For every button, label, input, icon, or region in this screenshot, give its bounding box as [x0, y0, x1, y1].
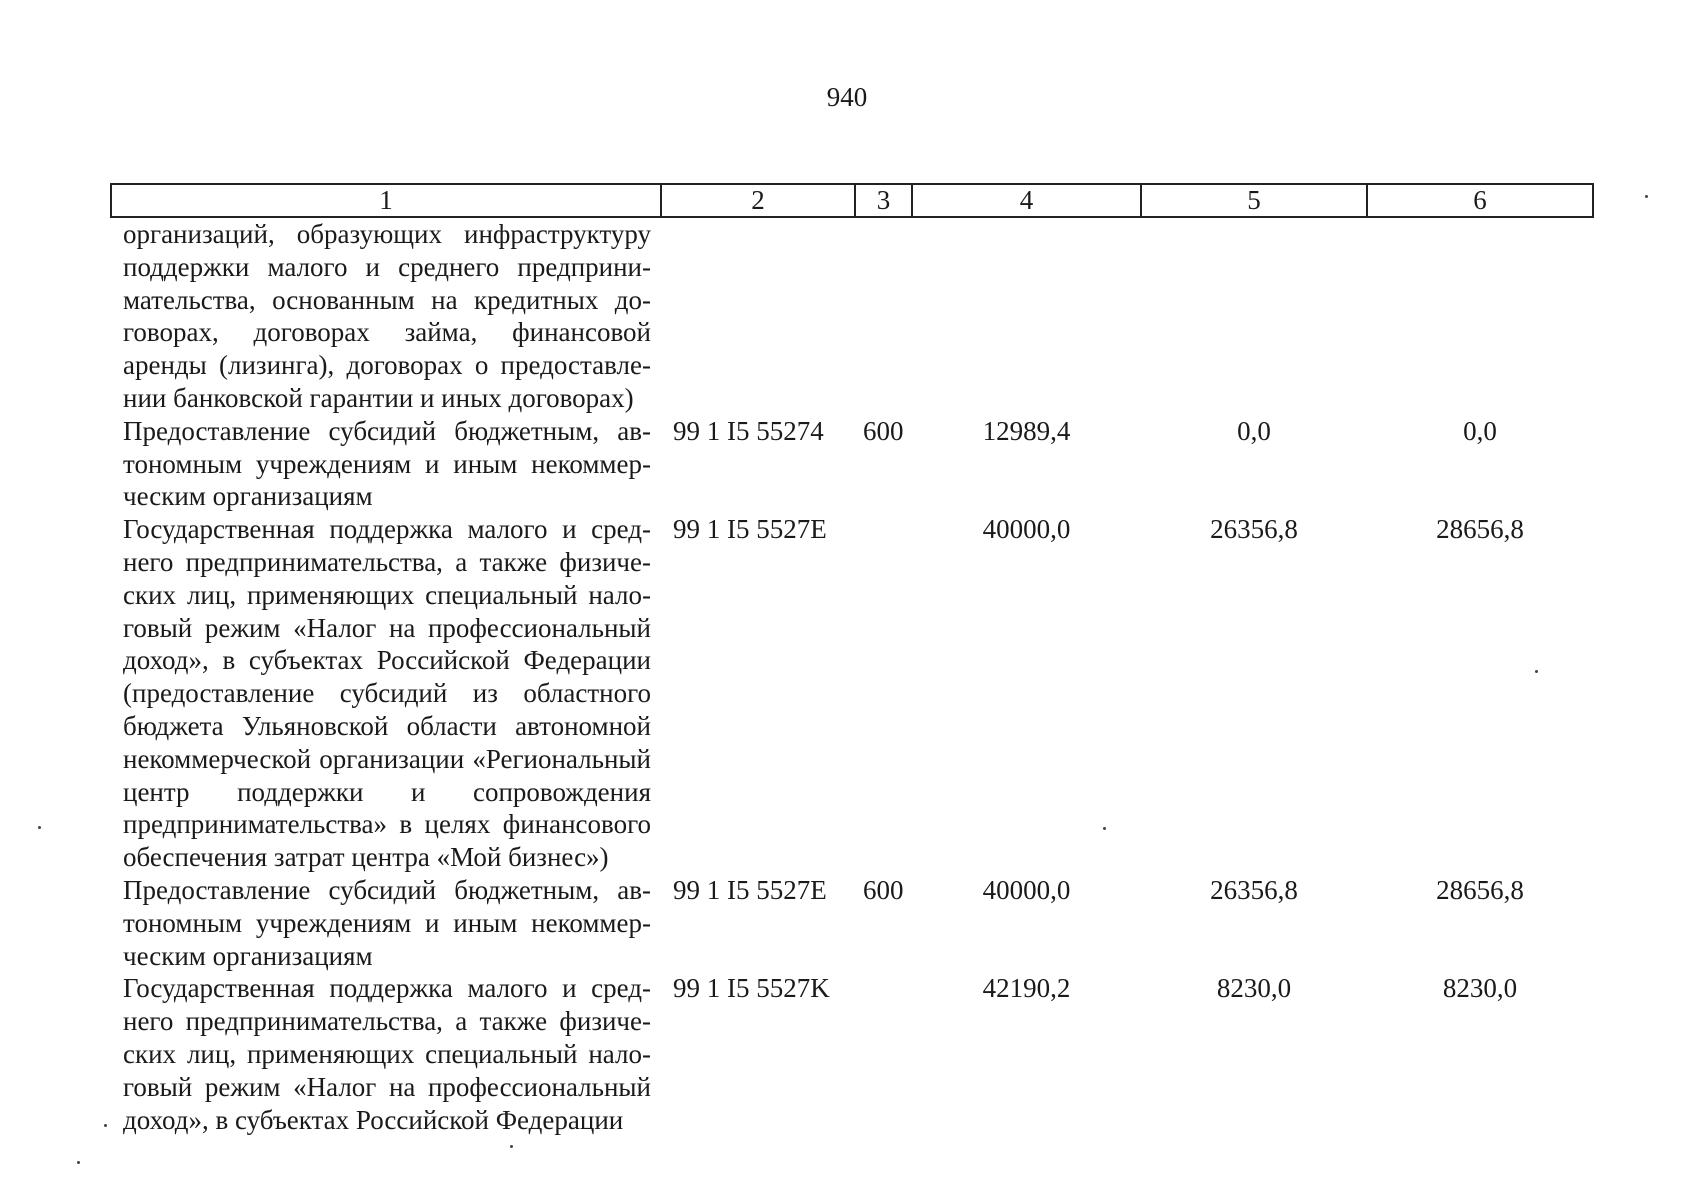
row-expense-type: 600: [863, 415, 904, 446]
row-description: Предоставление субсидий бюджетным, автономным учреждениям и иным некоммерческим организациям: [123, 874, 651, 971]
row-description: Государственная поддержка малого и среднего предпринимательства, а также физических лиц, применяющих специальный налоговый режим «Налог на профессиональный доход», в субъектах Российской Федерации: [123, 973, 651, 1135]
row-expense-type: [855, 217, 912, 415]
table-row: [111, 874, 1593, 972]
scan-speck: [104, 1124, 107, 1127]
row-amount-col5: 0,0: [1237, 415, 1271, 446]
row-target-code: 99 1 I5 5527E: [673, 874, 827, 905]
row-amount-col6: 0,0: [1463, 415, 1497, 446]
row-expense-type: 600: [863, 874, 904, 905]
row-expense-type: [855, 513, 912, 874]
row-amount-col6: 28656,8: [1436, 874, 1524, 905]
scan-speck: [1645, 195, 1648, 198]
row-description: организаций, образующих инфраструктуру поддержки малого и среднего предпринимательства, основанным на кредитных договорах, договорах займа, финансовой аренды (лизинга), договорах о предоставлении банковской гарантии и иных договорах): [123, 219, 651, 413]
row-amount-col4: [912, 217, 1141, 415]
header-col-5: 5: [1141, 184, 1367, 217]
row-target-code: 99 1 I5 55274: [673, 415, 824, 446]
row-amount-col4: 42190,2: [982, 973, 1071, 1004]
row-amount-col5: 26356,8: [1210, 514, 1298, 545]
table-row: [111, 415, 1593, 513]
row-description: Предоставление субсидий бюджетным, автономным учреждениям и иным некоммерческим организациям: [123, 415, 651, 512]
table-row: [111, 972, 1593, 1136]
header-col-6: 6: [1367, 184, 1593, 217]
row-description: Государственная поддержка малого и среднего предпринимательства, а также физических лиц, применяющих специальный налоговый режим «Налог на профессиональный доход», в субъектах Российской Федерации (предоставление субсидий из областного бюджета Ульяновской области автономной некоммерческой организации «Региональный центр поддержки и сопровождения предпринимательства» в целях финансового обеспечения затрат центра «Мой бизнес»): [123, 514, 651, 873]
table-row: [111, 217, 1593, 415]
scan-speck: [1535, 670, 1538, 673]
row-target-code: 99 1 I5 5527E: [673, 514, 827, 545]
scan-speck: [510, 1145, 513, 1148]
row-amount-col4: 12989,4: [982, 415, 1071, 446]
row-amount-col5: [1141, 217, 1367, 415]
header-col-4: 4: [912, 184, 1141, 217]
row-target-code: [661, 217, 855, 415]
row-expense-type: [855, 972, 912, 1136]
table-header: [111, 184, 1593, 217]
scan-speck: [1103, 827, 1106, 830]
table-row: [111, 513, 1593, 874]
row-amount-col5: 26356,8: [1210, 874, 1298, 905]
scan-speck: [77, 1161, 80, 1164]
row-target-code: 99 1 I5 5527K: [673, 973, 830, 1004]
row-amount-col4: 40000,0: [982, 514, 1071, 545]
row-amount-col6: 28656,8: [1436, 514, 1524, 545]
header-col-1: 1: [111, 184, 661, 217]
budget-table: [110, 183, 1594, 1136]
header-row: [111, 184, 1593, 217]
header-col-3: 3: [855, 184, 912, 217]
table-body: [111, 217, 1593, 1136]
row-amount-col4: 40000,0: [982, 874, 1071, 905]
header-col-2: 2: [661, 184, 855, 217]
row-amount-col6: [1367, 217, 1593, 415]
row-amount-col6: 8230,0: [1442, 973, 1518, 1004]
scan-speck: [38, 826, 41, 829]
page-number: 940: [826, 82, 868, 112]
row-amount-col5: 8230,0: [1216, 973, 1292, 1004]
